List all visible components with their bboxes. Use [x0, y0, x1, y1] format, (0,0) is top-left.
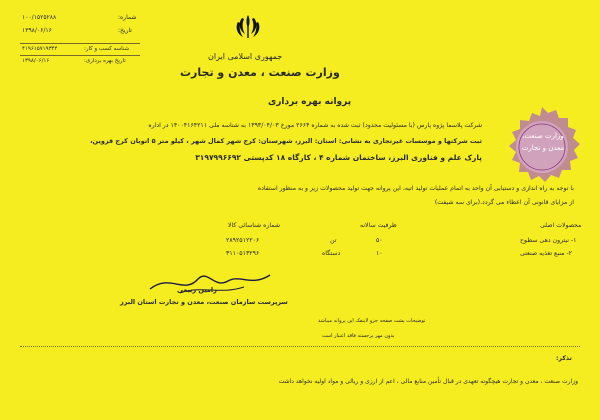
footer-divider [20, 346, 580, 347]
iran-emblem-icon [233, 12, 263, 42]
disclaimer-line: وزارت صنعت ، معدن و تجارت هیچگونه تعهدی در قبال تأمین منابع مالی ، اعم از ارزی و ریالی و مواد اولیه نخواهد داشت [278, 378, 578, 385]
product-row-1-code: ۲۸۹۲۵۱۲۲۰۶ [226, 237, 260, 244]
date-value: ۱۳۹۸/۰۶/۱۶ [22, 27, 52, 34]
exploit-date-value: ۱۳۹۸/۰۶/۱۶ [22, 58, 50, 64]
product-row-1-name: ۱- نیترون دهی سطوح [520, 237, 577, 244]
product-row-1-capacity: ۵۰ [376, 237, 383, 244]
signatory-title: سرپرست سازمان صنعت، معدن و تجارت استان البرز [120, 298, 288, 306]
body-line-2: ثبت شرکتها و موسسات غیرتجاری به نشانی: استان: البرز، شهرستان: کرج شهر کمال شهر ، کیلو متر ۵ اتوبان کرج قزوین، [90, 137, 482, 145]
products-header-code: شماره شناسائی کالا [228, 222, 281, 229]
republic-title: جمهوری اسلامی ایران [208, 52, 283, 61]
ministry-title: وزارت صنعت ، معدن و تجارت [180, 66, 340, 79]
number-value: ۱۰۰/۱۵۲۵۲۸۸ [22, 14, 57, 21]
product-row-2-code: ۳۱۱۰۵۱۳۲۹۶ [226, 250, 260, 257]
signatory-name: رامین ربیعی [177, 286, 217, 294]
business-id-label: شناسه کسب و کار: [84, 46, 130, 52]
body-line-1: شرکت پلاسما پژوه پارس (با مسئولیت محدود) ثبت شده به شماره ۲۶۶۴ مورخ ۱۳۹۳/۰۴/۰۳ به شناسه ملی ۱۴۰۰۴۱۶۴۲۱۱ در اداره [148, 122, 482, 129]
note-label: تذکر: [556, 355, 572, 362]
handwritten-signature [140, 265, 280, 301]
product-row-2-capacity: ۱۰ [376, 250, 383, 257]
products-header-capacity: ظرفیت سالانه [360, 222, 397, 229]
product-row-2-name: ۲- منبع تغذیه صنعتی [520, 250, 572, 257]
number-label: شماره: [118, 14, 137, 21]
seal-text: وزارت صنعت، معدن و تجارت [521, 132, 565, 152]
products-header-name: محصولات اصلی [540, 222, 582, 229]
exploit-date-label: تاریخ بهره برداری: [84, 58, 126, 64]
business-id-value: ۴۱۹۶۱۵۷۱۹۳۴۴ [22, 46, 58, 52]
body-paragraph-1: با توجه به راه اندازی و دستیابی آن واحد به اتمام عملیات تولید اتیه، این پروانه جهت تولید محصولات زیر و به منظور استفاده [257, 185, 574, 192]
header-divider-2 [20, 55, 140, 56]
back-page-note: توضیحات پشت صفحه جزو لاینفک این پروانه میباشد [318, 318, 426, 324]
product-row-2-unit: دستگاه [322, 250, 341, 257]
embossed-stamp-note: بدون مهر برجسته فاقد اعتبار است [322, 333, 395, 339]
header-divider [20, 43, 140, 44]
body-paragraph-2: از مزایای قانونی آن اعطاء می گردد.(برای سه شیفت) [434, 199, 574, 206]
date-label: تاریخ: [118, 27, 132, 34]
product-row-1-unit: تن [330, 237, 337, 244]
document-title: پروانه بهره برداری [268, 97, 352, 107]
body-line-3: پارک علم و فناوری البرز، ساختمان شماره ۴ ، کارگاه ۱۸ کدپستی ۳۱۹۷۹۹۶۶۹۲ [195, 153, 482, 162]
